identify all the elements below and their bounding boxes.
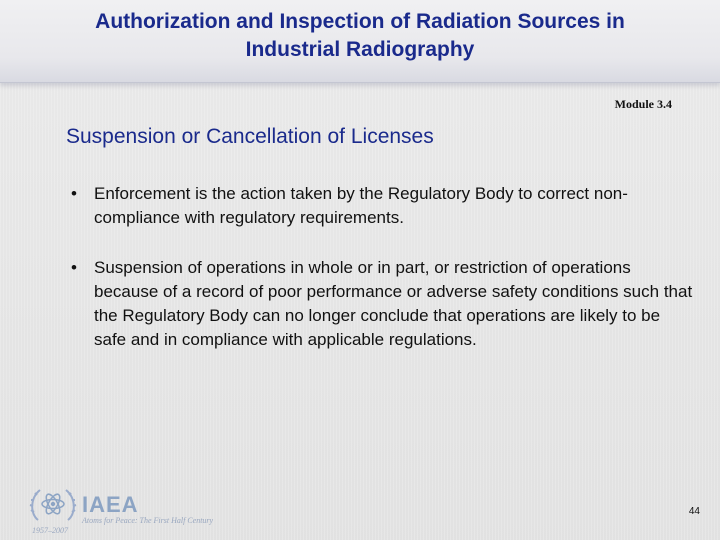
title-band (0, 0, 720, 83)
iaea-emblem-icon (28, 484, 78, 526)
bullet-item (66, 182, 696, 230)
page-number: 44 (688, 506, 700, 517)
slide-title (0, 8, 720, 64)
bullet-icon: • (71, 184, 77, 203)
bullet-list (66, 182, 696, 378)
bullet-item (66, 256, 696, 352)
iaea-logo-tagline: Atoms for Peace: The First Half Century (82, 516, 214, 525)
slide-title-line-2: Industrial Radiography (245, 38, 475, 61)
iaea-logo (28, 484, 228, 536)
bullet-text: Suspension of operations in whole or in part, or restriction of operations because of a record of poor performance or adverse safety conditions such that the Regulatory Body can no longer conclude that operations are likely to be safe and in compliance with applicable regulations. (94, 258, 693, 349)
slide-subtitle: Suspension or Cancellation of Licenses (66, 125, 434, 148)
bullet-icon: • (71, 258, 77, 277)
slide-title-line-1: Authorization and Inspection of Radiation Sources in (95, 10, 625, 33)
iaea-logo-text: IAEA (82, 492, 139, 517)
bullet-text: Enforcement is the action taken by the Regulatory Body to correct non-compliance with regulatory requirements. (94, 184, 628, 227)
module-label: Module 3.4 (614, 97, 672, 111)
iaea-logo-years: 1957–2007 (32, 526, 68, 535)
